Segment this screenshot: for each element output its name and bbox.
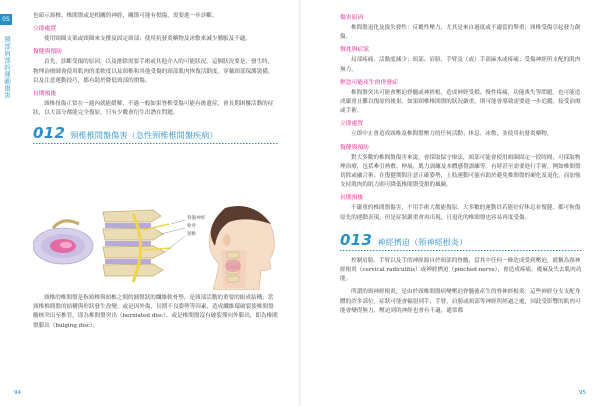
head-profile-icon — [209, 206, 274, 290]
section-title-rule — [33, 143, 278, 144]
paragraph-013-a: 控制肩膀、手臂以及手的神經源自於頸部的脊髓，當其中任何一條造成受到壓迫，就稱為頸神經根炎（cervical radiculitis）或神經擠迫（pinched nerve），會造成疼痛、痠麻及失去肌肉功能。 — [340, 257, 582, 283]
section-013-header — [340, 231, 582, 251]
anatomy-illustration — [33, 206, 283, 290]
paragraph-013-b: 所謂的頸神經根炎，是由於頸椎間盤病變壓迫脊髓後產生的脊神經根炎。這些神經分支支配身體的許多部位，症狀可能會輻射到手，手臂，肩膀或頸部等神經所經過之處，因此受影響的肌肉可能會變得無力，壓迫到的神經也會有不適，通常都 — [340, 289, 581, 314]
heading-symptoms: 徵兆與症狀 — [340, 47, 369, 54]
spine-illustration-svg — [33, 206, 283, 290]
paragraph-cause: 椎間盤退化及拔失發性：反覆性壓力，尤其是來自過度或不適當的舉重；頸椎受傷引起發力創傷。 — [340, 25, 581, 41]
chapter-tab-label: 頸部肩部的運動傷害 — [3, 36, 11, 99]
paragraph-long-term: 頸椎扭傷正常在一週內就能緩解，不過一般如果脊椎受傷可能有後遺症，會長期困擾活動的症狀，以大部分都能完全復原，只有少數會衍生出潛在問題。 — [33, 101, 274, 117]
fig-label-vertebra: 頸椎 — [187, 232, 197, 237]
section-title-013: 神經擠迫（頸神經根炎） — [377, 236, 468, 247]
vertebrae-column-icon — [103, 210, 171, 282]
section-012-title-row — [33, 124, 278, 142]
heading-rehab: 復健與預防 — [33, 49, 62, 56]
paragraph-disc-description: 頸椎的椎間盤是指頸椎與頸椎之間的圓盤狀的纖維軟骨墊，是頸部活動的重要的組成結構；當頸椎椎間盤的結構與形狀發生改變，或是因外傷、長期不良姿勢等因素，造成纖維環破裂使椎間盤髓核突出至椎管，即為椎間盤突出（herniated disc），或是椎間盤沒有破裂僅向外膨出，即為椎間盤膨出（bulging disc）。 — [33, 295, 278, 329]
fig-label-spinal-nerve: 脊髓神經 — [187, 216, 206, 221]
fig-label-cartilage: 軟骨 — [187, 224, 197, 229]
paragraph-long-term-right: 不嚴重的椎間盤傷害，不用手術大都能復原。大多數的運動員若能好好休息並復健，都可恢復原先的運動表現，但是症狀嚴重會再出現，且退化的椎間盤也容易再度受傷。 — [340, 205, 581, 221]
page-number-left: 94 — [14, 390, 21, 396]
heading-immediate-right: 立即處置 — [340, 121, 364, 128]
paragraph-rehab: 首先，診斷受傷的原因，以及排除需要手術或其他介入的可能狀況。這個狀況要是，發生時，物理治療師會使用肌肉的柔軟度以及頸椎和其他受傷的頸部肌肉恢復活動度。穿戴頸部保護裝備，以及注意運動技巧，都有助於降低頸部的損傷。 — [33, 59, 274, 84]
disc-closeup-icon — [33, 221, 93, 264]
intro-paragraph: 也暗示頸椎、椎間盤或是相關的神經，關節可能有損傷，需要進一步診斷。 — [33, 13, 218, 19]
heading-cause: 傷害原因 — [340, 15, 364, 21]
page-number-right: 95 — [579, 390, 586, 396]
left-column-top — [33, 12, 278, 144]
section-title-rule-013 — [340, 250, 582, 251]
paragraph-rehab-right: 對大多數的椎間盤傷害來說，會採取保守療法，頸部可能會使用頸圈固定一段時間，可採取物理治療，包括牽引熱敷、伸展、肌力訓練及本體感覺訓練等。有時甚至需要進行手術，例如椎間盤切除或融合術；在復健期間注意正確姿勢，上肢運動可能有助於避免椎間盤的硬化及退化，而加強支持肌肉的肌力則可降低椎間盤受損的風險。 — [340, 154, 581, 189]
right-page — [300, 0, 600, 406]
heading-immediate: 立即處置 — [33, 26, 57, 33]
chapter-tab-number: 05 — [0, 14, 12, 25]
section-013-title-row — [340, 231, 582, 249]
heading-rehab-right: 復健與預防 — [340, 144, 369, 151]
heading-complications: 輕忽可能產生的併發症 — [340, 79, 398, 86]
paragraph-immediate-right: 立即中止會造成頸椎及椎間盤壓力的任何活動；休息、冰敷，並使用抗發炎藥物。 — [351, 131, 553, 138]
section-title: 頸椎椎間盤傷害（急性頸椎椎間盤疾病） — [70, 130, 218, 141]
paragraph-immediate: 使用頸圈支架或頸圈來支撐及固定頸部；使用抗發炎藥物及冰敷來減少腫脹及不適。 — [44, 36, 251, 43]
paragraph-symptoms: 局部疼痛、活動度減少；頸部、肩膀、手臂及（或）手部麻木或疼痛；受傷神經所支配的肌肉無力。 — [340, 57, 581, 73]
right-column — [340, 12, 582, 320]
paragraph-complications: 椎間盤突出可能會壓迫脊髓或神經根，造成神經受損、慢性疼痛、功能喪失等問題，也可能造成嚴重且難以復原的後果。如果頸椎椎間盤的狀況嚴重，則可能會導致需要進一步追蹤、接受治療或手術。 — [340, 89, 581, 115]
section-number: 012 — [33, 124, 66, 143]
heading-long-term: 長期預後 — [33, 91, 57, 98]
heading-long-term-right: 長期預後 — [340, 195, 364, 202]
left-column-bottom — [33, 294, 278, 335]
section-number-013: 013 — [340, 230, 373, 249]
